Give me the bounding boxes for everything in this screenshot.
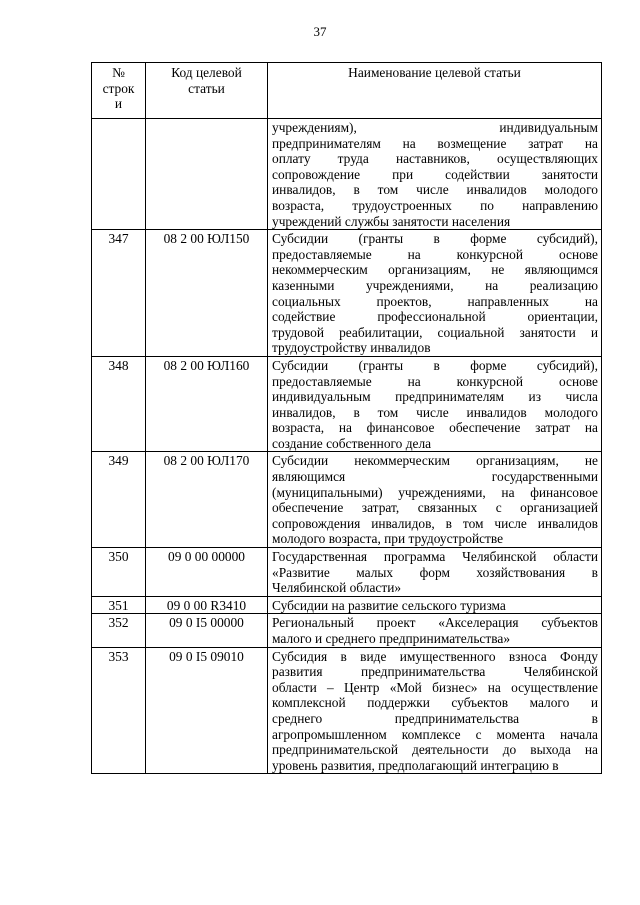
article-name (268, 647, 602, 774)
table-row (92, 614, 602, 647)
article-name-line: Региональный проект «Акселерация субъектов (272, 615, 598, 631)
table-header-row (92, 63, 602, 119)
row-number: 353 (92, 647, 146, 774)
row-number: 348 (92, 356, 146, 452)
article-name (268, 452, 602, 548)
table-row (92, 596, 602, 614)
article-name-line: социальных проектов, направленных на (272, 293, 598, 309)
article-name-line: являющимся государственными (272, 469, 598, 485)
article-name (268, 548, 602, 597)
article-name-line: Субсидии (гранты в форме субсидий), (272, 357, 598, 373)
article-name-line: комплексной поддержки субъектов малого и (272, 695, 598, 711)
article-name (268, 356, 602, 452)
table-row (92, 119, 602, 230)
article-name-line: сопровождение при содействии занятости (272, 166, 598, 182)
article-name-line: трудоустройству инвалидов (272, 340, 431, 356)
article-name-line: развития предпринимательства Челябинской (272, 664, 598, 680)
page-number: 37 (313, 24, 327, 39)
header-article-code: Код целевой статьи (146, 63, 268, 119)
article-name-line: молодого возраста, при трудоустройстве (272, 531, 504, 547)
article-code: 08 2 00 ЮЛ150 (146, 230, 268, 357)
article-code: 09 0 00 00000 (146, 548, 268, 597)
article-name-line: оплату труда наставников, осуществляющих (272, 151, 598, 167)
article-name-line: среднего предпринимательства в (272, 710, 598, 726)
article-name-line: Субсидии (гранты в форме субсидий), (272, 231, 598, 247)
header-row-number: № строк и (92, 63, 146, 119)
article-name-line: возраста, на финансовое обеспечение затрат на (272, 420, 598, 436)
article-name-line: Челябинской области» (272, 580, 402, 596)
row-number: 352 (92, 614, 146, 647)
article-name (268, 596, 602, 614)
article-name-line: обеспечение затрат, связанных с организацией (272, 500, 598, 516)
header-article-name: Наименование целевой статьи (268, 63, 602, 119)
row-number (92, 119, 146, 230)
row-number: 349 (92, 452, 146, 548)
article-name-line: сопровождения инвалидов, в том числе инвалидов (272, 515, 598, 531)
article-name-line: Субсидии некоммерческим организациям, не (272, 453, 598, 469)
table-row (92, 647, 602, 774)
article-name-line: учреждений службы занятости населения (272, 213, 511, 229)
table-row (92, 452, 602, 548)
article-name (268, 119, 602, 230)
article-name-line: (муниципальными) учреждениями, на финансовое (272, 484, 598, 500)
article-name-line: уровень развития, предполагающий интеграцию в (272, 757, 559, 773)
article-name-line: создание собственного дела (272, 435, 432, 451)
row-number: 347 (92, 230, 146, 357)
article-code: 08 2 00 ЮЛ160 (146, 356, 268, 452)
target-articles-table (91, 62, 602, 774)
article-name-line: малого и среднего предпринимательства» (272, 631, 511, 646)
article-name-line: Субсидия в виде имущественного взноса Фонду (272, 648, 598, 664)
article-name-line: области – Центр «Мой бизнес» на осуществление (272, 679, 598, 695)
article-code: 09 0 I5 00000 (146, 614, 268, 647)
article-name (268, 614, 602, 647)
article-name-line: некоммерческим организациям, не являющимся (272, 262, 598, 278)
article-name-line: инвалидов, в том числе инвалидов молодого (272, 182, 598, 198)
article-name-line: агропромышленном комплексе с момента начала (272, 726, 598, 742)
article-name-line: Субсидии на развитие сельского туризма (272, 597, 506, 613)
row-number: 350 (92, 548, 146, 597)
article-name-line: инвалидов, в том числе инвалидов молодого (272, 404, 598, 420)
article-code: 08 2 00 ЮЛ170 (146, 452, 268, 548)
article-name-line: предпринимателям на возмещение затрат на (272, 135, 598, 151)
article-code: 09 0 I5 09010 (146, 647, 268, 774)
article-code: 09 0 00 R3410 (146, 596, 268, 614)
article-name-line: казенными учреждениями, на реализацию (272, 277, 598, 293)
article-name-line: предоставляемые на конкурсной основе (272, 373, 598, 389)
article-name-line: индивидуальным предпринимателям из числа (272, 389, 598, 405)
article-name-line: предоставляемые на конкурсной основе (272, 246, 598, 262)
article-name-line: предпринимательской деятельности до выхода на (272, 742, 598, 758)
article-name-line: Государственная программа Челябинской области (272, 549, 598, 565)
table-row (92, 548, 602, 597)
article-code (146, 119, 268, 230)
row-number: 351 (92, 596, 146, 614)
table-row (92, 230, 602, 357)
article-name-line: содействие профессиональной ориентации, (272, 309, 598, 325)
table-row (92, 356, 602, 452)
article-name-line: учреждениям), индивидуальным (272, 120, 598, 135)
article-name-line: «Развитие малых форм хозяйствования в (272, 564, 598, 580)
article-name (268, 230, 602, 357)
article-name-line: возраста, трудоустроенных по направлению (272, 197, 598, 213)
article-name-line: трудовой реабилитации, социальной занятости и (272, 324, 598, 340)
